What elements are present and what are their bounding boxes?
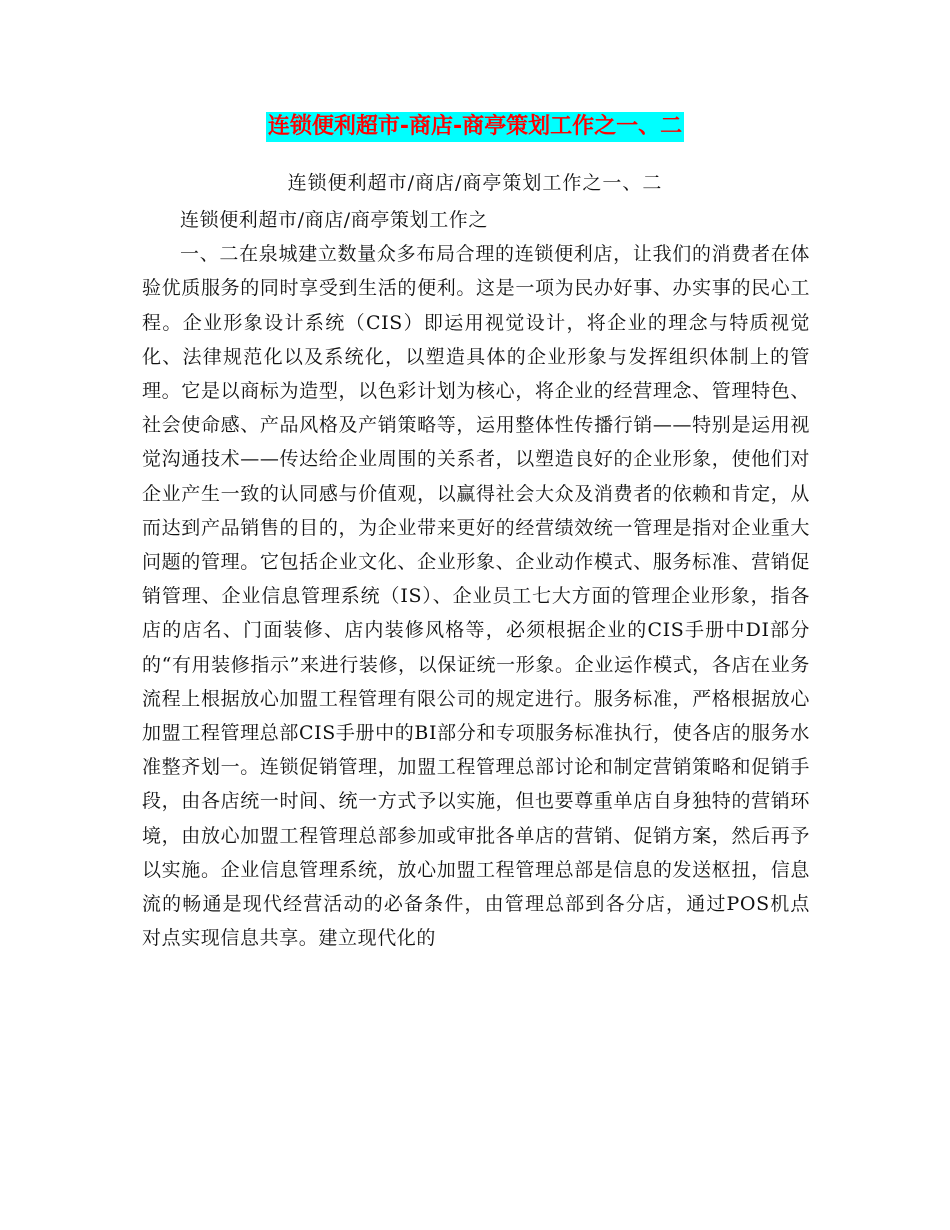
document-subtitle: 连锁便利超市/商店/商亭策划工作之一、二 <box>287 172 663 194</box>
body-paragraph: 连锁便利超市/商店/商亭策划工作之 <box>180 209 489 231</box>
title-container <box>0 112 950 142</box>
document-body <box>142 203 810 955</box>
body-paragraph: 一、二在泉城建立数量众多布局合理的连锁便利店，让我们的消费者在体验优质服务的同时享受到生活的便利。这是一项为民办好事、办实事的民心工程。企业形象设计系统（CIS）即运用视觉设计，将企业的理念与特质视觉化、法律规范化以及系统化，以塑造具体的企业形象与发挥组织体制上的管理。它是以商标为造型，以色彩计划为核心，将企业的经营理念、管理特色、社会使命感、产品风格及产销策略等，运用整体性传播行销——特别是运用视觉沟通技术——传达给企业周围的关系者，以塑造良好的企业形象，使他们对企业产生一致的认同感与价值观，以赢得社会大众及消费者的依赖和肯定，从而达到产品销售的目的，为企业带来更好的经营绩效统一管理是指对企业重大问题的管理。它包括企业文化、企业形象、企业动作模式、服务标准、营销促销管理、企业信息管理系统（IS）、企业员工七大方面的管理企业形象，指各店的店名、门面装修、店内装修风格等，必须根据企业的CIS手册中DI部分的“有用装修指示”来进行装修，以保证统一形象。企业运作模式，各店在业务流程上根据放心加盟工程管理有限公司的规定进行。服务标准，严格根据放心加盟工程管理总部CIS手册中的BI部分和专项服务标准执行，使各店的服务水准整齐划一。连锁促销管理，加盟工程管理总部讨论和制定营销策略和促销手段，由各店统一时间、统一方式予以实施，但也要尊重单店自身独特的营销环境，由放心加盟工程管理总部参加或审批各单店的营销、促销方案，然后再予以实施。企业信息管理系统，放心加盟工程管理总部是信息的发送枢扭，信息流的畅通是现代经营活动的必备条件，由管理总部到各分店，通过POS机点对点实现信息共享。建立现代化的 <box>142 243 810 950</box>
document-title: 连锁便利超市-商店-商亭策划工作之一、二 <box>266 112 684 142</box>
